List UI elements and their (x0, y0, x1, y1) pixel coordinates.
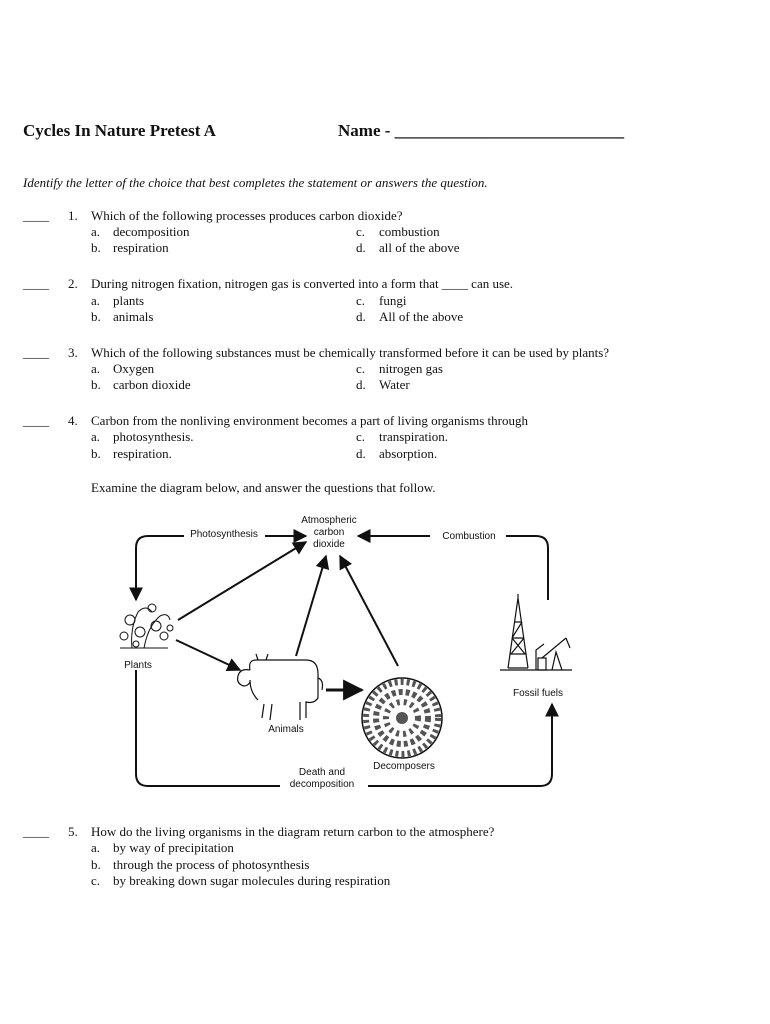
svg-text:decomposition: decomposition (289, 779, 355, 790)
question-stem: How do the living organisms in the diagram return carbon to the atmosphere? (91, 824, 495, 839)
choice-letter: d. (356, 446, 366, 461)
choice-text: by way of precipitation (113, 840, 234, 855)
decomposers-icon (362, 678, 442, 758)
question-number: 1. (68, 208, 78, 223)
choice-text: respiration (113, 240, 169, 255)
animals-label: Animals (268, 724, 304, 735)
plants-to-animals-arrow (176, 640, 240, 670)
choice-letter: a. (91, 224, 101, 239)
answer-blank: ____ (23, 208, 49, 223)
choice-text: plants (113, 293, 145, 308)
animals-to-atmosphere-arrow (296, 556, 326, 656)
photosynthesis-arrow (136, 536, 184, 600)
svg-text:dioxide: dioxide (313, 539, 345, 550)
svg-text:Death and: Death and (298, 767, 346, 778)
question-stem: Carbon from the nonliving environment becomes a part of living organisms through (91, 413, 528, 428)
instructions: Identify the letter of the choice that best completes the statement or answers the question. (23, 175, 488, 190)
choice-text: combustion (379, 224, 440, 239)
choice-text: through the process of photosynthesis (113, 857, 310, 872)
combustion-label: Combustion (442, 531, 496, 542)
choice-letter: c. (91, 873, 101, 888)
fossil-fuels-icon (500, 594, 572, 670)
choice-letter: c. (356, 293, 366, 308)
carbon-cycle-diagram (100, 508, 590, 798)
choice-letter: c. (356, 429, 366, 444)
svg-text:carbon: carbon (313, 527, 345, 538)
choice-letter: b. (91, 857, 101, 872)
choice-text: Oxygen (113, 361, 155, 376)
choice-text: respiration. (113, 446, 172, 461)
choice-letter: a. (91, 840, 101, 855)
atmosphere-label (301, 515, 357, 550)
choice-text: transpiration. (379, 429, 448, 444)
svg-text:Atmospheric: Atmospheric (301, 515, 357, 526)
death-line-left (136, 670, 280, 786)
choice-text: carbon dioxide (113, 377, 191, 392)
question-number: 3. (68, 345, 78, 360)
choice-letter: a. (91, 361, 101, 376)
death-decomposition-label (290, 767, 354, 790)
choice-text: fungi (379, 293, 407, 308)
choice-text: nitrogen gas (379, 361, 443, 376)
choice-letter: d. (356, 377, 366, 392)
name-field-label: Name - ___________________________ (338, 121, 625, 140)
choice-letter: c. (356, 224, 366, 239)
question-number: 2. (68, 276, 78, 291)
photosynthesis-label: Photosynthesis (190, 529, 258, 540)
choice-text: absorption. (379, 446, 438, 461)
question-stem: Which of the following processes produces carbon dioxide? (91, 208, 403, 223)
diagram-intro: Examine the diagram below, and answer the questions that follow. (91, 480, 436, 495)
choice-letter: b. (91, 377, 101, 392)
choice-letter: d. (356, 240, 366, 255)
choice-text: by breaking down sugar molecules during respiration (113, 873, 391, 888)
answer-blank: ____ (23, 413, 49, 428)
answer-blank: ____ (23, 345, 49, 360)
combustion-line (506, 536, 548, 600)
fossil-fuels-label: Fossil fuels (512, 688, 564, 699)
choice-text: All of the above (379, 309, 464, 324)
choice-letter: b. (91, 240, 101, 255)
choice-text: photosynthesis. (113, 429, 194, 444)
choice-letter: d. (356, 309, 366, 324)
answer-blank: ____ (23, 824, 49, 839)
choice-text: all of the above (379, 240, 460, 255)
plants-icon (120, 604, 173, 648)
choice-text: Water (379, 377, 410, 392)
question-stem: Which of the following substances must be chemically transformed before it can be used by plants? (91, 345, 610, 360)
choice-letter: a. (91, 293, 101, 308)
choice-letter: b. (91, 309, 101, 324)
page-title: Cycles In Nature Pretest A (23, 121, 216, 140)
decomposers-to-atmosphere-arrow (340, 556, 398, 666)
choice-text: decomposition (113, 224, 190, 239)
choice-letter: a. (91, 429, 101, 444)
choice-text: animals (113, 309, 154, 324)
plants-to-atmosphere-arrow (178, 542, 306, 620)
choice-letter: b. (91, 446, 101, 461)
animals-icon (238, 654, 323, 720)
choice-letter: c. (356, 361, 366, 376)
answer-blank: ____ (23, 276, 49, 291)
plants-label: Plants (124, 660, 152, 671)
decomposers-label: Decomposers (373, 761, 435, 772)
question-number: 5. (68, 824, 78, 839)
question-number: 4. (68, 413, 78, 428)
question-stem: During nitrogen fixation, nitrogen gas is converted into a form that ____ can use. (91, 276, 514, 291)
